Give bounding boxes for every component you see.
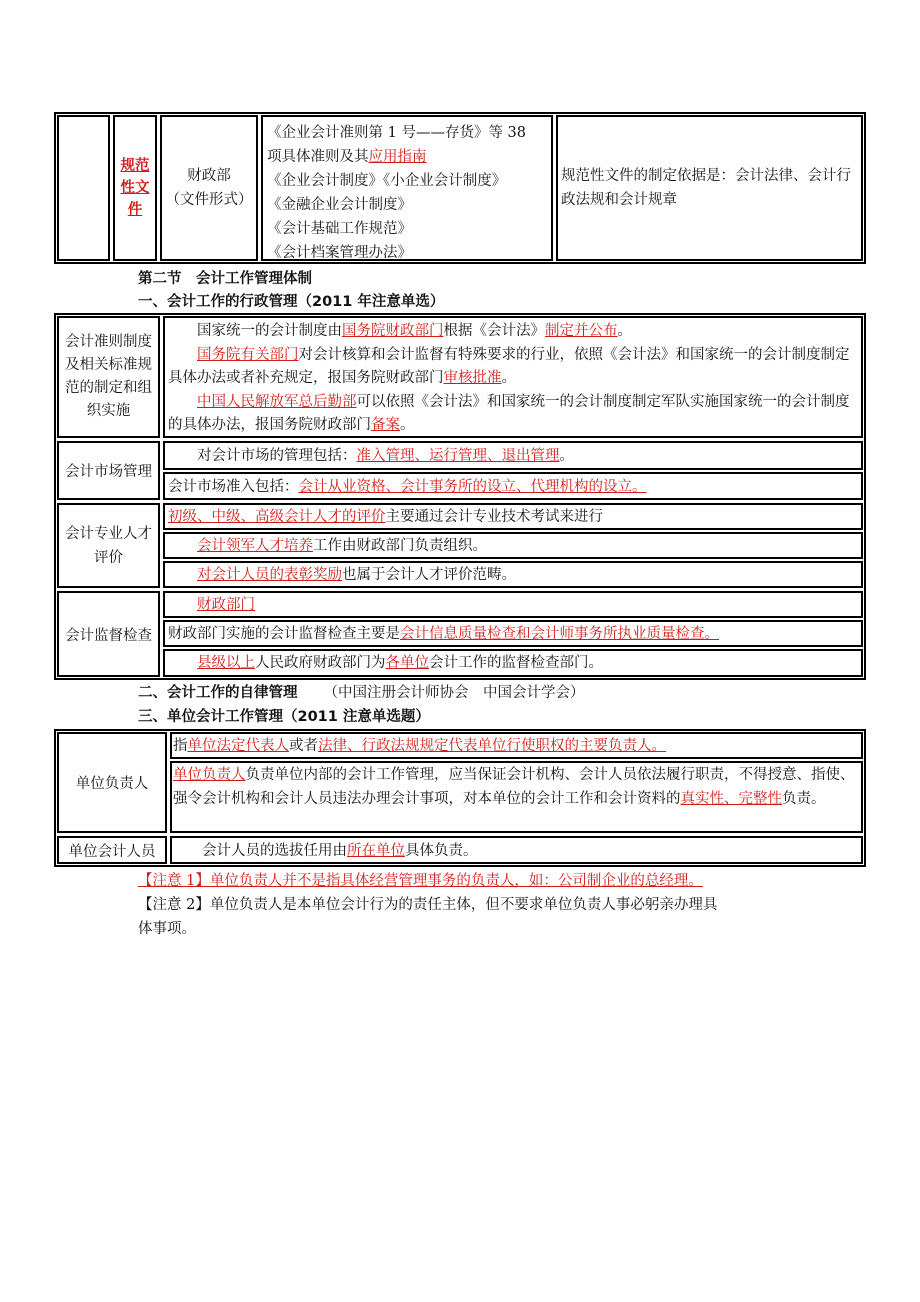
note-2-line-2: 体事项。 bbox=[138, 921, 196, 937]
section-title: 第二节 会计工作管理体制 bbox=[138, 271, 312, 287]
subsection-1-title: 一、会计工作的行政管理（2011 年注意单选） bbox=[138, 294, 445, 310]
admin-row1-p1: 国家统一的会计制度由国务院财政部门根据《会计法》制定并公布。 bbox=[197, 323, 632, 339]
subsection-2-orgs: （中国注册会计师协会 中国会计学会） bbox=[323, 685, 585, 701]
issuer: 财政部 bbox=[187, 168, 231, 184]
doc-line-1: 《企业会计准则第 1 号——存货》等 38 bbox=[267, 125, 527, 141]
doc-line-6: 《会计档案管理办法》 bbox=[267, 245, 412, 261]
admin-row2-a: 对会计市场的管理包括：准入管理、运行管理、退出管理。 bbox=[163, 441, 863, 470]
doc-line-2: 项具体准则及其应用指南 bbox=[267, 149, 427, 165]
admin-row3-a: 初级、中级、高级会计人才的评价主要通过会计专业技术考试来进行 bbox=[163, 503, 863, 530]
top-table-category-cell bbox=[113, 115, 157, 261]
admin-row3-b: 会计领军人才培养工作由财政部门负责组织。 bbox=[163, 532, 863, 559]
admin-row4-label: 会计监督检查 bbox=[57, 591, 160, 677]
unit-row1-a: 指单位法定代表人或者法律、行政法规规定代表单位行使职权的主要负责人。 bbox=[170, 732, 863, 759]
admin-row4-c: 县级以上人民政府财政部门为各单位会计工作的监督检查部门。 bbox=[163, 649, 863, 677]
doc-line-4: 《金融企业会计制度》 bbox=[267, 197, 412, 213]
doc-line-5: 《会计基础工作规范》 bbox=[267, 221, 412, 237]
admin-row4-a: 财政部门 bbox=[163, 591, 863, 618]
subsection-2 bbox=[138, 682, 585, 704]
admin-row1-label: 会计准则制度及相关标准规范的制定和组织实施 bbox=[57, 316, 160, 438]
unit-row1-label: 单位负责人 bbox=[57, 732, 167, 833]
top-table-remark-cell bbox=[556, 115, 863, 261]
remark: 规范性文件的制定依据是：会计法律、会计行政法规和会计规章 bbox=[561, 168, 851, 208]
subsection-3-title: 三、单位会计工作管理（2011 注意单选题） bbox=[138, 709, 430, 725]
admin-row1-p2: 国务院有关部门对会计核算和会计监督有特殊要求的行业，依照《会计法》和国家统一的会计制度制定具体办法或者补充规定，报国务院财政部门审核批准。 bbox=[168, 346, 850, 386]
unit-row2-label: 单位会计人员 bbox=[57, 836, 167, 864]
top-table-docs-cell bbox=[261, 115, 553, 261]
category-label: 规范性文件 bbox=[120, 158, 150, 218]
top-table-blank-cell bbox=[57, 115, 110, 261]
application-guide: 应用指南 bbox=[368, 149, 427, 165]
admin-row3-c: 对会计人员的表彰奖励也属于会计人才评价范畴。 bbox=[163, 561, 863, 588]
issuer-form: （文件形式） bbox=[165, 192, 253, 208]
unit-row2-a: 会计人员的选拔任用由所在单位具体负责。 bbox=[170, 836, 863, 864]
subsection-2-title: 二、会计工作的自律管理 bbox=[138, 685, 298, 701]
admin-row3-label: 会计专业人才评价 bbox=[57, 503, 160, 588]
admin-row1-p3: 中国人民解放军总后勤部可以依照《会计法》和国家统一的会计制度制定军队实施国家统一的会计制度的具体办法，报国务院财政部门备案。 bbox=[168, 393, 850, 433]
note-1: 【注意 1】单位负责人并不是指具体经营管理事务的负责人，如：公司制企业的总经理。 bbox=[138, 873, 703, 889]
top-table-issuer-cell bbox=[160, 115, 258, 261]
unit-row1-b: 单位负责人负责单位内部的会计工作管理，应当保证会计机构、会计人员依法履行职责，不得授意、指使、强令会计机构和会计人员违法办理会计事项，对本单位的会计工作和会计资料的真实性、完整性负责。 bbox=[170, 761, 863, 833]
admin-row1-content bbox=[163, 316, 863, 438]
admin-row4-b: 财政部门实施的会计监督检查主要是会计信息质量检查和会计师事务所执业质量检查。 bbox=[163, 620, 863, 647]
note-2-line-1: 【注意 2】单位负责人是本单位会计行为的责任主体，但不要求单位负责人事必躬亲办理具 bbox=[138, 897, 718, 913]
admin-row2-b: 会计市场准入包括：会计从业资格、会计事务所的设立、代理机构的设立。 bbox=[163, 472, 863, 500]
doc-line-3: 《企业会计制度》《小企业会计制度》 bbox=[267, 173, 507, 189]
admin-row2-label: 会计市场管理 bbox=[57, 441, 160, 500]
